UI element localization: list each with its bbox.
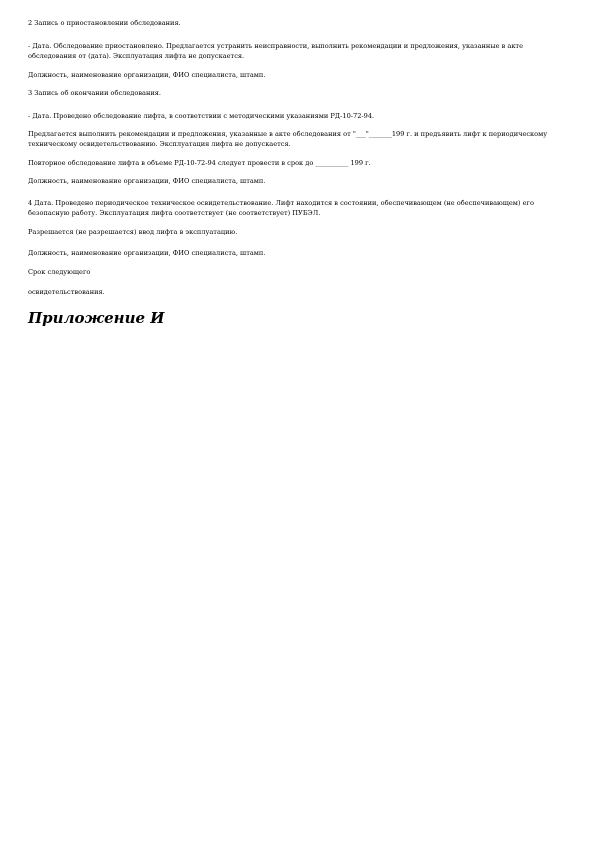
paragraph-periodic-inspection: 4 Дата. Проведено периодическое техническое освидетельствование. Лифт находится в состоянии, обеспечивающем (не обеспечивающем) его безопасную работу. Эксплуатация лифта соответствует (не соответствует) ПУБЭЛ. — [28, 199, 534, 217]
paragraph-next-term: Срок следующего — [28, 268, 91, 276]
paragraph-signature-3: Должность, наименование организации, ФИО специалиста, штамп. — [28, 249, 266, 257]
paragraph-suspension-body: - Дата. Обследование приостановлено. Предлагается устранить неисправности, выполнить рекомендации и предложения, указанные в акте обследования от (дата). Эксплуатация лифта не допускается. — [28, 42, 523, 60]
paragraph-repeat-inspection: Повторное обследование лифта в объеме РД-10-72-94 следует провести в срок до __________ 199 г. — [28, 159, 371, 167]
paragraph-signature-1: Должность, наименование организации, ФИО специалиста, штамп. — [28, 71, 266, 79]
paragraph-suspension-title: 2 Запись о приостановлении обследования. — [28, 19, 181, 27]
paragraph-completion-title: 3 Запись об окончании обследования. — [28, 89, 162, 97]
paragraph-recommendations: Предлагается выполнить рекомендации и предложения, указанные в акте обследования от "___"_______199 г. и предъявить лифт к периодическому техническому освидетельствованию. Эксплуатация лифта не допускается. — [28, 130, 548, 148]
paragraph-completion-body: - Дата. Проведено обследование лифта, в соответствии с методическими указаниями РД-10-72-94. — [28, 112, 375, 120]
paragraph-commissioning: Разрешается (не разрешается) ввод лифта в эксплуатацию. — [28, 228, 238, 236]
paragraph-signature-2: Должность, наименование организации, ФИО специалиста, штамп. — [28, 177, 266, 185]
paragraph-next-term-continued: освидетельствования. — [28, 288, 105, 296]
appendix-heading: Приложение И — [28, 309, 165, 327]
